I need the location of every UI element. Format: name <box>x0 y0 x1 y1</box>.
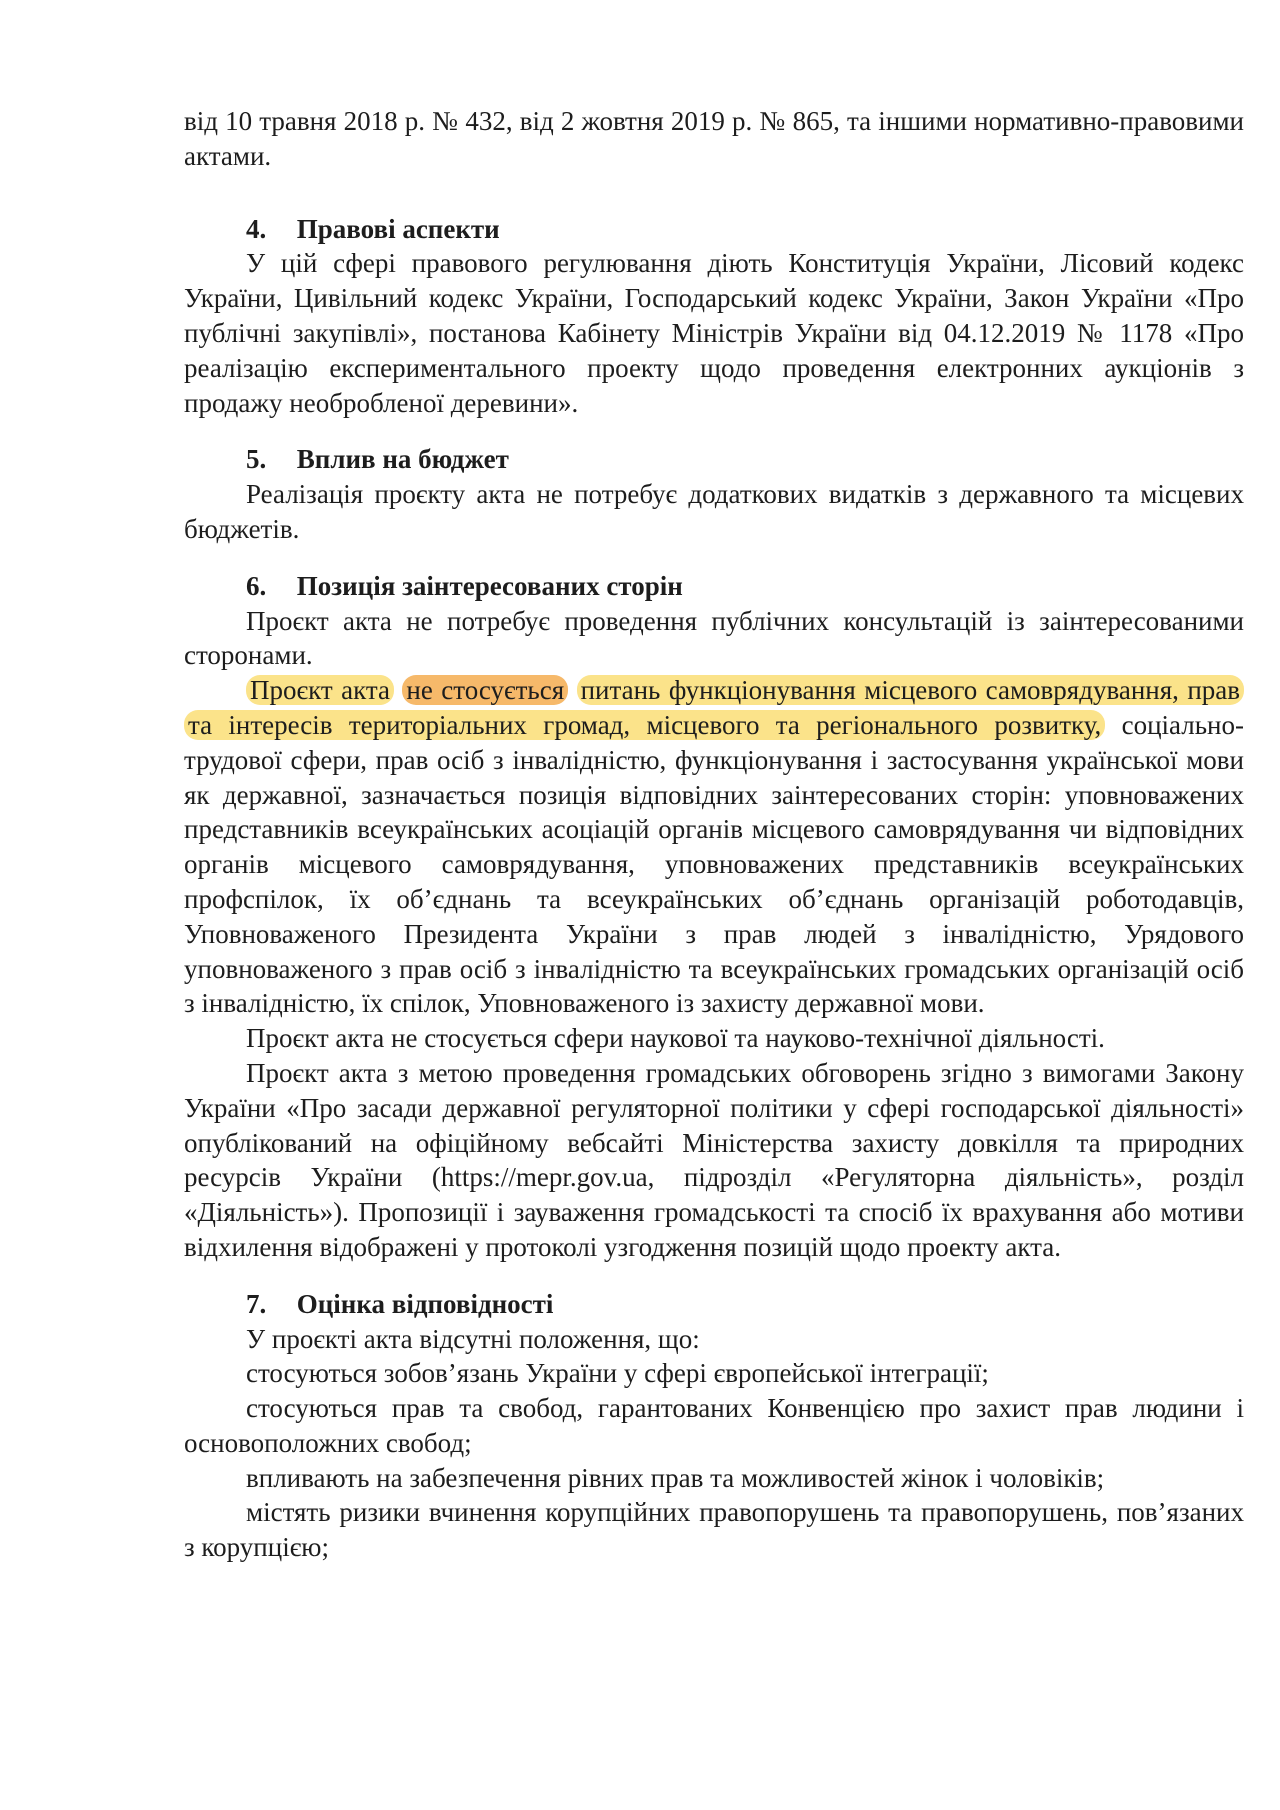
section-6-paragraph-2 <box>184 673 1244 1021</box>
section-7-heading <box>184 1287 1244 1322</box>
section-5-heading <box>184 442 1244 477</box>
section-6-number: 6. <box>246 570 267 601</box>
section-6-paragraph-2-rest: соціально-трудової сфери, прав осіб з інвалідністю, функціонування і застосування української мови як державної, зазначається позиція відповідних заінтересованих сторін: уповноважених представників всеукраїнських асоціацій органів місцевого самоврядування чи відповідних органів місцевого самоврядування, уповноважених представників всеукраїнських профспілок, їх об’єднань та всеукраїнських об’єднань організацій роботодавців, Уповноваженого Президента України з прав людей з інвалідністю, Урядового уповноваженого з прав осіб з інвалідністю та всеукраїнських громадських організацій осіб з інвалідністю, їх спілок, Уповноваженого із захисту державної мови. <box>184 709 1244 1019</box>
intro-paragraph: від 10 травня 2018 р. № 432, від 2 жовтня 2019 р. № 865, та іншими нормативно-правовими актами. <box>184 106 1244 171</box>
section-5-number: 5. <box>246 444 267 475</box>
section-4-title: Правові аспекти <box>296 213 500 244</box>
section-7-number: 7. <box>246 1288 267 1319</box>
list-item: стосуються зобов’язань України у сфері європейської інтеграції; <box>246 1358 989 1389</box>
section-6-heading <box>184 569 1244 604</box>
highlighted-text: Проєкт акта <box>246 675 394 705</box>
list-item: впливають на забезпечення рівних прав та можливостей жінок і чоловіків; <box>246 1462 1105 1493</box>
section-4-number: 4. <box>246 213 267 244</box>
section-7-title: Оцінка відповідності <box>296 1288 554 1319</box>
section-4-paragraph: У цій сфері правового регулювання діють Конституція України, Лісовий кодекс України, Цивільний кодекс України, Господарський кодекс України, Закон України «Про публічні закупівлі», постанова Кабінету Міністрів України від 04.12.2019 № 1178 «Про реалізацію експериментального проекту щодо проведення електронних аукціонів з продажу необробленої деревини». <box>184 248 1244 418</box>
section-6-paragraph-1: Проєкт акта не потребує проведення публічних консультацій із заінтересованими сторонами. <box>184 605 1244 671</box>
section-6-paragraph-4: Проєкт акта з метою проведення громадських обговорень згідно з вимогами Закону України «Про засади державної регуляторної політики у сфері господарської діяльності» опублікований на офіційному вебсайті Міністерства захисту довкілля та природних ресурсів України (https://mepr.gov.ua, підрозділ «Регуляторна діяльність», розділ «Діяльність»). Пропозиції і зауваження громадськості та спосіб їх врахування або мотиви відхилення відображені у протоколі узгодження позицій щодо проекту акта. <box>184 1057 1244 1262</box>
section-4-heading <box>184 212 1244 247</box>
section-7-paragraph: У проєкті акта відсутні положення, що: <box>246 1323 700 1354</box>
section-6-paragraph-3: Проєкт акта не стосується сфери наукової та науково-технічної діяльності. <box>246 1023 1105 1054</box>
list-item: стосуються прав та свобод, гарантованих Конвенцією про захист прав людини і основоположних свобод; <box>184 1393 1244 1458</box>
section-6-title: Позиція заінтересованих сторін <box>296 570 683 601</box>
highlighted-text: питань функціонування місцевого самоврядування, прав та інтересів територіальних громад, місцевого та регіонального розвитку, <box>184 675 1244 740</box>
document-body <box>184 104 1244 1565</box>
section-5-paragraph: Реалізація проєкту акта не потребує додаткових видатків з державного та місцевих бюджетів. <box>184 479 1244 544</box>
highlighted-text-strong: не стосується <box>402 675 568 705</box>
section-5-title: Вплив на бюджет <box>296 444 509 475</box>
list-item: містять ризики вчинення корупційних правопорушень та правопорушень, пов’язаних з корупцією; <box>184 1497 1244 1563</box>
